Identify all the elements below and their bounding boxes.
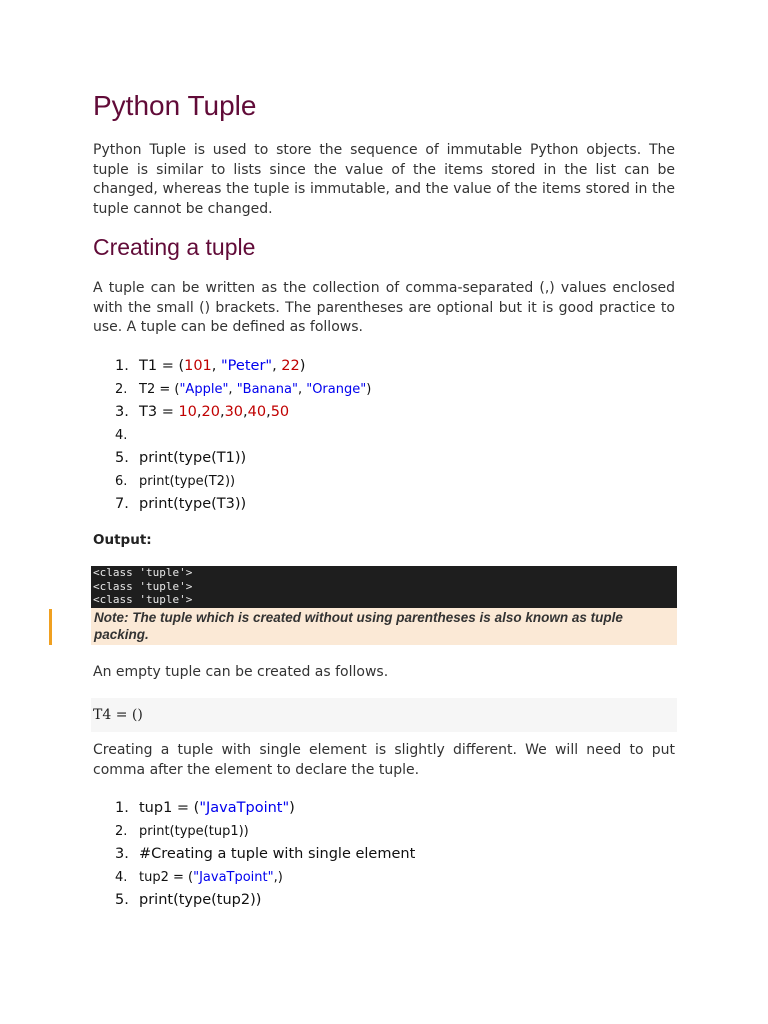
line-number: 5. [115, 450, 129, 466]
code-text: T1 = (101, "Peter", 22) [139, 358, 306, 374]
code-text: #Creating a tuple with single element [139, 846, 416, 862]
code-text: print(type(T2)) [139, 474, 236, 489]
line-number: 4. [115, 428, 128, 443]
line-number: 3. [115, 846, 129, 862]
line-number: 4. [115, 870, 128, 885]
single-element-text: Creating a tuple with single element is slightly different. We will need to put comma after the element to declare the tuple. [93, 742, 675, 778]
code-text: T3 = 10,20,30,40,50 [139, 404, 290, 420]
line-number: 3. [115, 404, 129, 420]
code-text: print(type(tup2)) [139, 892, 262, 908]
line-number: 2. [115, 382, 128, 397]
code-text: tup1 = ("JavaTpoint") [139, 800, 295, 816]
line-number: 6. [115, 474, 128, 489]
console-line: <class 'tuple'> [93, 566, 193, 579]
intro-paragraph: Python Tuple is used to store the sequence of immutable Python objects. The tuple is similar to lists since the value of the items stored in the list can be changed, whereas the tuple is immutable, and the value of the items stored in the tuple cannot be changed. [93, 142, 675, 217]
line-number: 1. [115, 358, 129, 374]
code-text: print(type(tup1)) [139, 824, 249, 839]
note-box: Note: The tuple which is created without using parentheses is also known as tuple packing. [91, 608, 677, 645]
line-number: 2. [115, 824, 128, 839]
output-console [91, 566, 677, 608]
line-number: 7. [115, 496, 129, 512]
output-label: Output: [93, 532, 152, 548]
page-title: Python Tuple [93, 90, 257, 121]
creating-description: A tuple can be written as the collection of comma-separated (,) values enclosed with the small () brackets. The parentheses are optional but it is good practice to use. A tuple can be defined as follows. [93, 280, 675, 335]
line-number: 1. [115, 800, 129, 816]
console-line: <class 'tuple'> [93, 579, 193, 593]
code-text: T2 = ("Apple", "Banana", "Orange") [139, 382, 372, 397]
code-text: tup2 = ("JavaTpoint",) [139, 870, 283, 885]
empty-tuple-text: An empty tuple can be created as follows. [93, 664, 389, 680]
code-text: print(type(T3)) [139, 496, 247, 512]
section-heading-creating: Creating a tuple [93, 234, 256, 260]
line-number: 5. [115, 892, 129, 908]
console-line: <class 'tuple'> [93, 593, 193, 606]
empty-tuple-code: T4 = () [91, 698, 677, 732]
note-accent-bar [49, 609, 52, 645]
code-text: print(type(T1)) [139, 450, 247, 466]
